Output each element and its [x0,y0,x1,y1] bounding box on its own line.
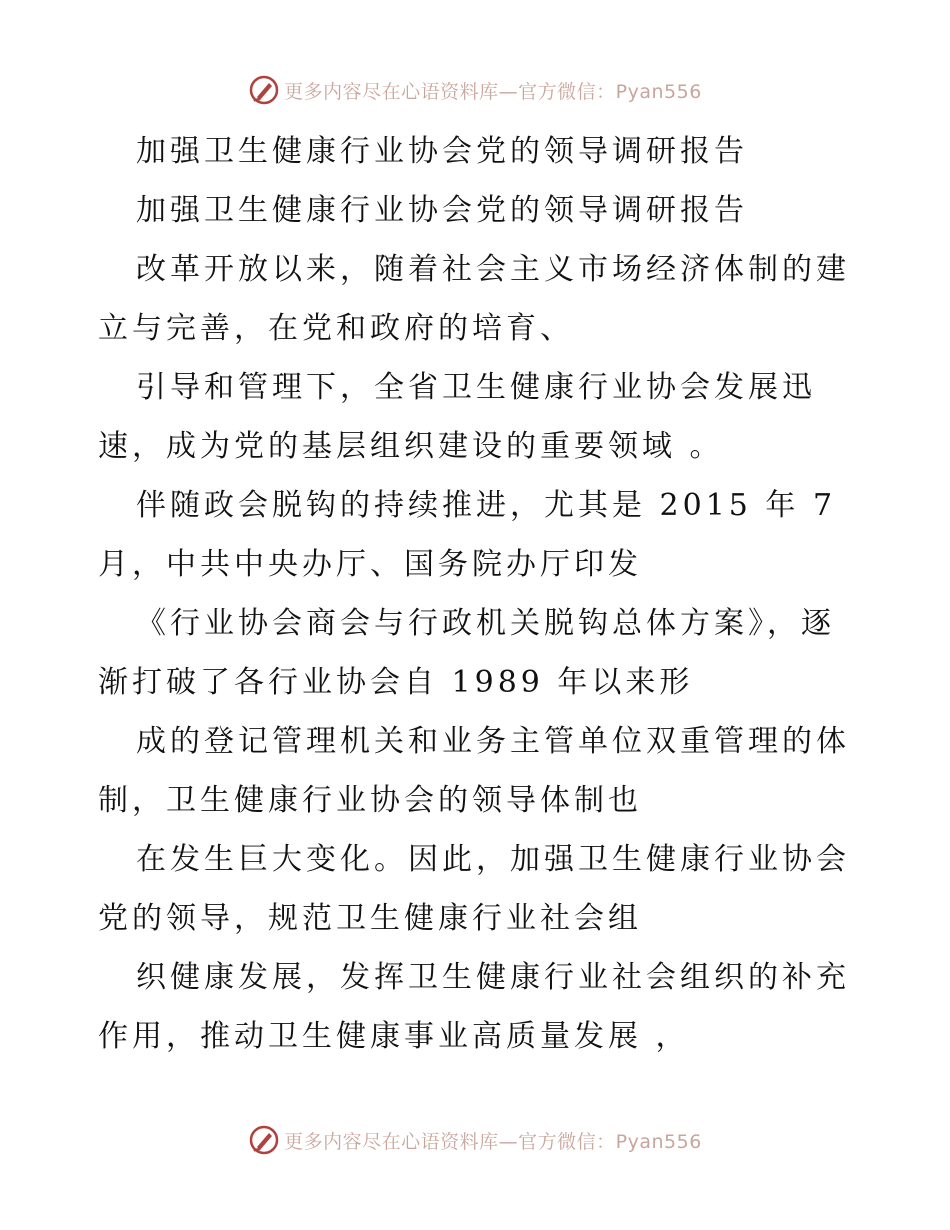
pen-seal-icon [248,1124,280,1156]
paragraph-line: 在发生巨大变化。因此，加强卫生健康行业协会 [136,842,850,877]
watermark-text: 更多内容尽在心语资料库—官方微信：Pyan556 [284,1130,702,1153]
paragraph-line: 制，卫生健康行业协会的领导体制也 [98,783,642,818]
pen-seal-icon [248,74,280,106]
title-line-repeat: 加强卫生健康行业协会党的领导调研报告 [136,193,748,228]
paragraph-line: 伴随政会脱钩的持续推进，尤其是 2015 年 7 [136,488,837,523]
document-body [98,122,858,1066]
title-line: 加强卫生健康行业协会党的领导调研报告 [136,134,748,169]
paragraph-line: 作用，推动卫生健康事业高质量发展 ， [98,1019,690,1054]
paragraph-line: 成的登记管理机关和业务主管单位双重管理的体 [136,724,850,759]
paragraph-line: 党的领导，规范卫生健康行业社会组 [98,901,642,936]
paragraph-line: 《行业协会商会与行政机关脱钩总体方案》，逐 [136,606,835,641]
paragraph-line: 月，中共中央办厅、国务院办厅印发 [98,547,642,582]
paragraph-line: 引导和管理下，全省卫生健康行业协会发展迅 [136,370,816,405]
footer-watermark [0,1120,950,1160]
paragraph-line: 改革开放以来，随着社会主义市场经济体制的建 [136,252,850,287]
paragraph-line: 渐打破了各行业协会自 1989 年以来形 [98,665,694,700]
header-watermark [0,70,950,110]
paragraph-line: 织健康发展，发挥卫生健康行业社会组织的补充 [136,960,850,995]
paragraph-line: 速，成为党的基层组织建设的重要领域 。 [98,429,724,464]
watermark-text: 更多内容尽在心语资料库—官方微信：Pyan556 [284,80,702,103]
paragraph-line: 立与完善，在党和政府的培育、 [98,311,574,346]
